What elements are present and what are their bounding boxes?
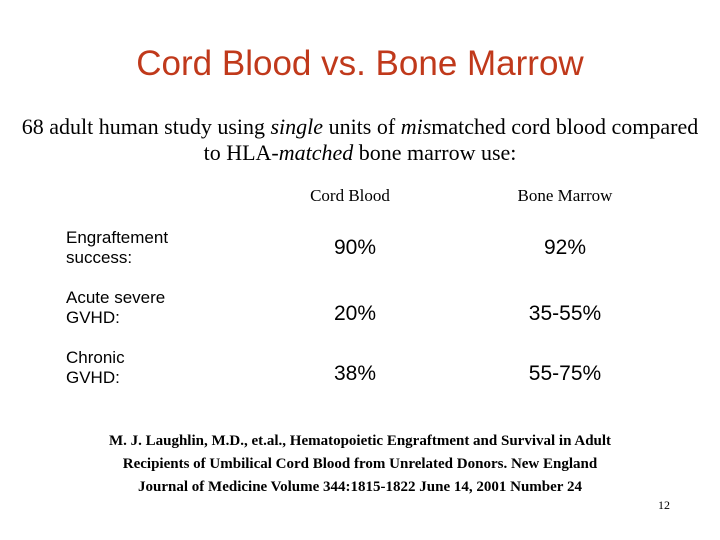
row-label-acute-gvhd <box>66 288 246 328</box>
cell-cord-blood-engraftment: 90% <box>333 236 377 259</box>
row-label-line: success: <box>66 248 133 267</box>
page-number: 12 <box>658 498 670 512</box>
citation <box>40 430 680 499</box>
cell-cord-blood-acute-gvhd: 20% <box>333 302 377 325</box>
row-label-line: Acute severe <box>66 288 166 307</box>
row-label-line: Chronic <box>66 348 125 367</box>
row-label-line: GVHD: <box>66 368 120 387</box>
row-label-engraftment <box>66 228 246 268</box>
slide-subtitle <box>20 114 700 166</box>
subtitle-text: units of <box>323 114 401 139</box>
column-header-cord-blood: Cord Blood <box>310 186 390 205</box>
subtitle-italic-matched: matched <box>278 140 354 165</box>
subtitle-italic-mis: mis <box>400 114 432 139</box>
row-label-chronic-gvhd <box>66 348 246 388</box>
slide-title: Cord Blood vs. Bone Marrow <box>136 44 584 83</box>
cell-bone-marrow-acute-gvhd: 35-55% <box>528 302 602 325</box>
citation-line: M. J. Laughlin, M.D., et.al., Hematopoietic Engraftment and Survival in Adult <box>108 433 612 449</box>
citation-line: Recipients of Umbilical Cord Blood from Unrelated Donors. New England <box>122 456 598 472</box>
subtitle-italic-single: single <box>270 114 324 139</box>
subtitle-text: matched cord blood compared to HLA- <box>203 114 699 165</box>
subtitle-text: bone marrow use: <box>353 140 517 165</box>
citation-line: Journal of Medicine Volume 344:1815-1822 June 14, 2001 Number 24 <box>138 479 582 495</box>
column-header-bone-marrow: Bone Marrow <box>517 186 613 205</box>
row-label-line: Engraftement <box>66 228 169 247</box>
row-label-line: GVHD: <box>66 308 120 327</box>
cell-bone-marrow-engraftment: 92% <box>543 236 587 259</box>
subtitle-text: 68 adult human study using <box>21 114 271 139</box>
cell-bone-marrow-chronic-gvhd: 55-75% <box>528 362 602 385</box>
cell-cord-blood-chronic-gvhd: 38% <box>333 362 377 385</box>
